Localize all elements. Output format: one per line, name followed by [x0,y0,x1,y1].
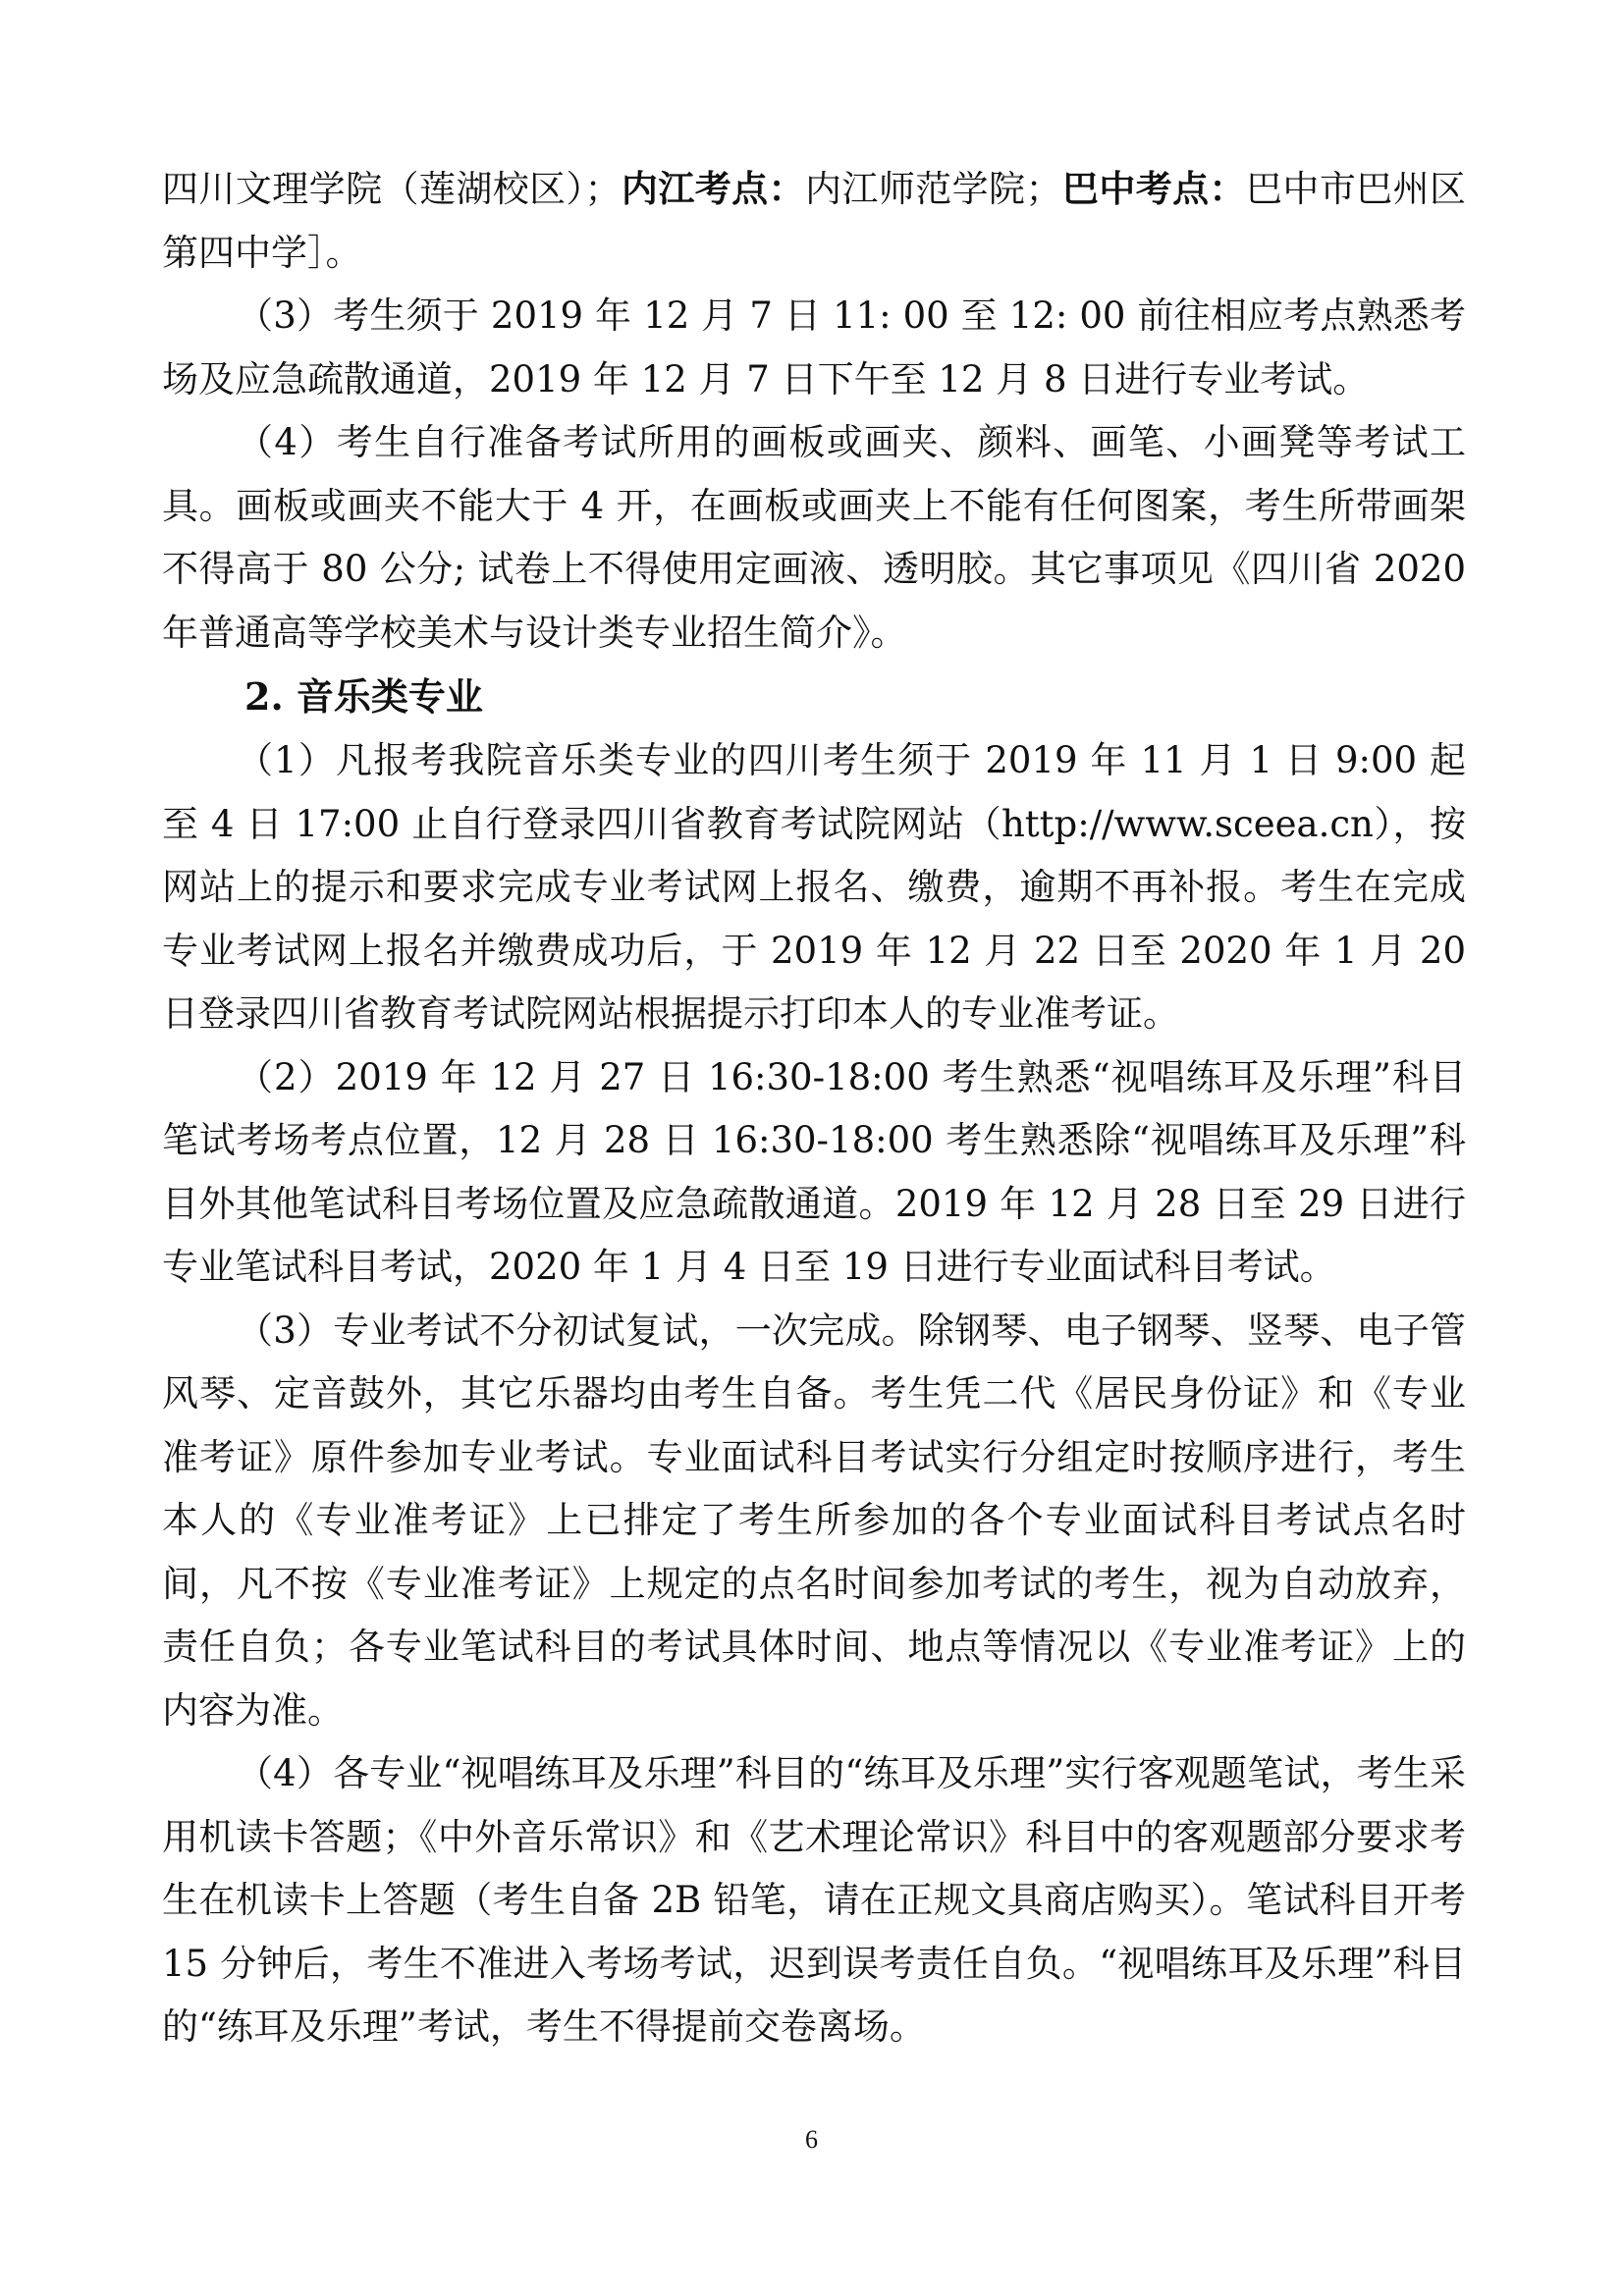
paragraph-music-item-1: （1）凡报考我院音乐类专业的四川考生须于 2019 年 11 月 1 日 9:00 起至 4 日 17:00 止自行登录四川省教育考试院网站（http://www.sceea.cn），按网站上的提示和要求完成专业考试网上报名、缴费，逾期不再补报。考生在完成专业考试网上报名并缴费成功后，于 2019 年 12 月 22 日至 2020 年 1 月 20 日登录四川省教育考试院网站根据提示打印本人的专业准考证。 [162,739,1466,1035]
text-segment: 内江师范学院； [804,168,1062,210]
paragraph-exam-sites [162,157,1466,285]
section-heading-music: 2. 音乐类专业 [244,674,483,719]
document-body [162,157,1466,2059]
paragraph-art-item-3: （3）考生须于 2019 年 12 月 7 日 11: 00 至 12: 00 前往相应考点熟悉考场及应急疏散通道，2019 年 12 月 7 日下午至 12 月 8 日进行专业考试。 [162,294,1466,400]
neijiang-site-label: 内江考点： [621,167,805,210]
page-number: 6 [805,2125,818,2154]
paragraph-music-item-2: （2）2019 年 12 月 27 日 16:30-18:00 考生熟悉“视唱练耳及乐理”科目笔试考场考点位置，12 月 28 日 16:30-18:00 考生熟悉除“视唱练耳及乐理”科目外其他笔试科目考场位置及应急疏散通道。2019 年 12 月 28 日至 29 日进行专业笔试科目考试，2020 年 1 月 4 日至 19 日进行专业面试科目考试。 [162,1055,1466,1288]
paragraph-music-item-3: （3）专业考试不分初试复试，一次完成。除钢琴、电子钢琴、竖琴、电子管风琴、定音鼓外，其它乐器均由考生自备。考生凭二代《居民身份证》和《专业准考证》原件参加专业考试。专业面试科目考试实行分组定时按顺序进行，考生本人的《专业准考证》上已排定了考生所参加的各个专业面试科目考试点名时间，凡不按《专业准考证》上规定的点名时间参加考试的考生，视为自动放弃，责任自负；各专业笔试科目的考试具体时间、地点等情况以《专业准考证》上的内容为准。 [162,1308,1466,1732]
text-segment: 四川文理学院（莲湖校区）； [162,168,622,210]
paragraph-art-item-4: （4）考生自行准备考试所用的画板或画夹、颜料、画笔、小画凳等考试工具。画板或画夹不能大于 4 开，在画板或画夹上不能有任何图案，考生所带画架不得高于 80 公分; 试卷上不得使用定画液、透明胶。其它事项见《四川省 2020 年普通高等学校美术与设计类专业招生简介》。 [162,421,1466,654]
paragraph-music-item-4: （4）各专业“视唱练耳及乐理”科目的“练耳及乐理”实行客观题笔试，考生采用机读卡答题；《中外音乐常识》和《艺术理论常识》科目中的客观题部分要求考生在机读卡上答题（考生自备 2B 铅笔，请在正规文具商店购买）。笔试科目开考 15 分钟后，考生不准进入考场考试，迟到误考责任自负。“视唱练耳及乐理”科目的“练耳及乐理”考试，考生不得提前交卷离场。 [162,1752,1466,2048]
bazhong-site-label: 巴中考点： [1061,167,1246,210]
text-segment: 巴中市巴州区第四中学］。 [162,168,1467,274]
